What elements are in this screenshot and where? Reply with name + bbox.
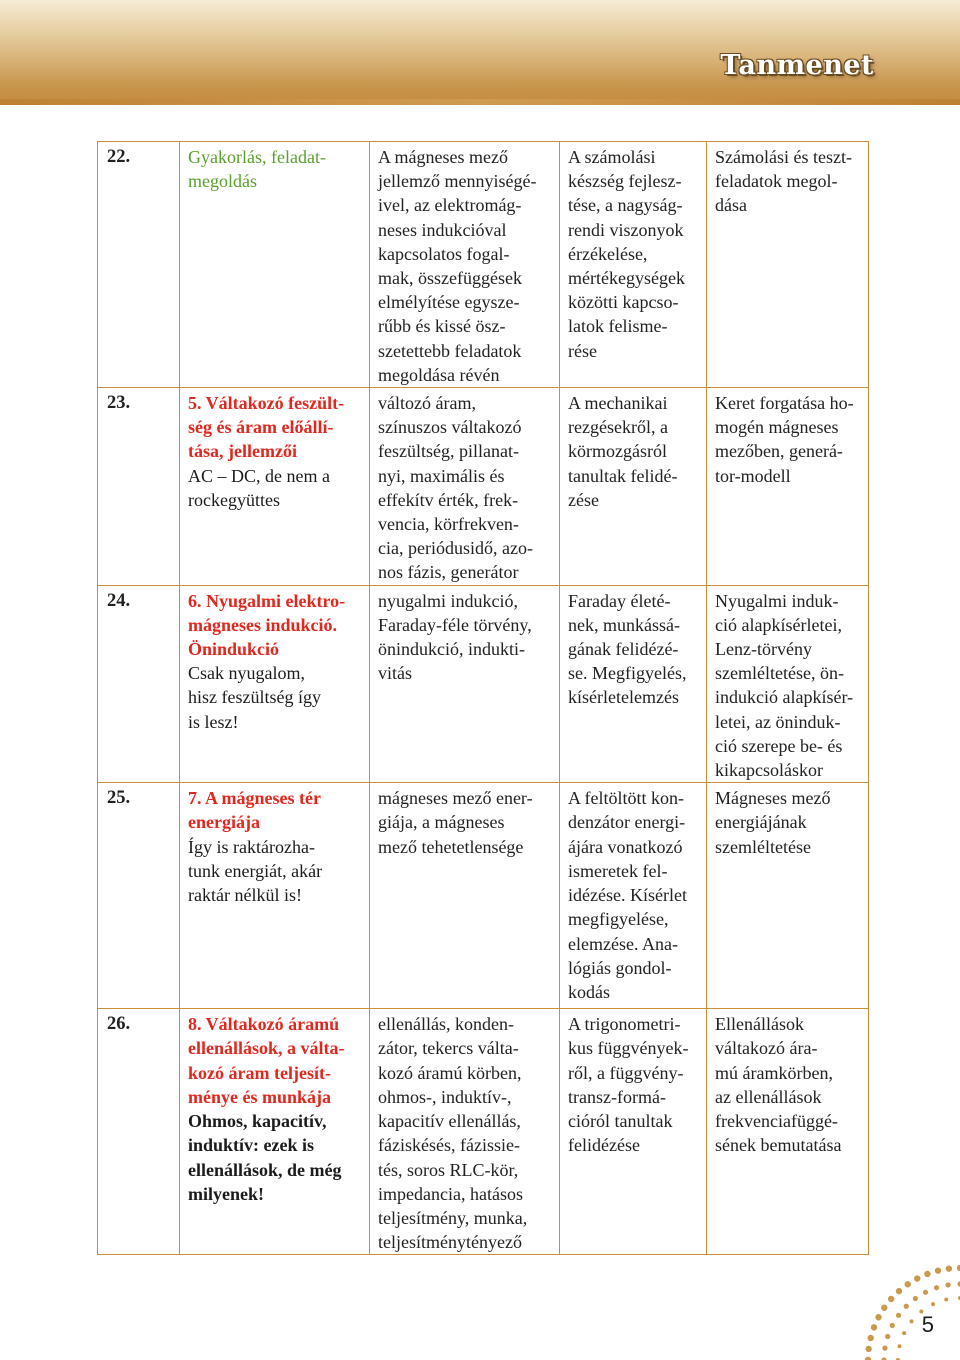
text-line: indukció alapkísér- [715,687,854,708]
text-line: milyenek! [188,1183,264,1204]
text-line: rése [568,340,597,361]
text-line: jellemző mennyiségé- [378,171,537,192]
text-line: elemzése. Ana- [568,933,678,954]
decorative-dot [924,1271,930,1277]
text-line: 6. Nyugalmi elektro- [188,590,346,611]
text-line: felidézése [568,1135,640,1156]
text-line: denzátor energi- [568,812,686,833]
decorative-dot [944,1298,948,1302]
text-line: érzékelése, [568,243,648,264]
table-row [98,142,869,388]
text-line: cióról tanultak [568,1111,673,1132]
decorative-dot [934,1285,939,1290]
text-line: kozó áram teljesít- [188,1062,331,1083]
text-line: effekítv érték, frek- [378,489,519,510]
decorative-dot [913,1296,918,1301]
text-line: Nyugalmi induk- [715,590,839,611]
text-line: neses indukcióval [378,219,507,240]
lesson-topic [180,783,370,1009]
decorative-dot [923,1290,928,1295]
text-line: ció szerepe be- és [715,735,843,756]
text-line: impedancia, hatásos [378,1183,523,1204]
text-line: ájára vonatkozó [568,836,683,857]
text-line: 8. Váltakozó áramú [188,1014,340,1035]
lesson-number: 22. [98,142,180,388]
lesson-activities [707,585,869,783]
decorative-dot [896,1313,901,1318]
decorative-dot [890,1323,895,1328]
decorative-dot [871,1324,877,1330]
lesson-topic [180,585,370,783]
text-line: giája, a mágneses [378,812,505,833]
page-title: Tanmenet [720,50,874,81]
text-line: teljesítmény, munka, [378,1207,528,1228]
text-line: cia, periódusidő, azo- [378,538,533,559]
text-line: tanultak felidé- [568,465,678,486]
text-line: rendi viszonyok [568,219,684,240]
table-row [98,585,869,783]
table-row [98,388,869,586]
text-line: idézése. Kísérlet [568,885,687,906]
text-line: ről, a függvény- [568,1062,684,1083]
text-line: kus függvények- [568,1038,689,1059]
text-line: tés, soros RLC-kör, [378,1159,519,1180]
text-line: transz-formá- [568,1086,666,1107]
text-line: induktív: ezek is [188,1135,315,1156]
text-line: Csak nyugalom, [188,663,305,684]
text-line: se. Megfigyelés, [568,663,687,684]
table-row [98,1009,869,1255]
decorative-dot [902,1331,906,1335]
lesson-skills [560,388,707,586]
decorative-dot [898,1344,902,1348]
text-line: mogén mágneses [715,417,839,438]
text-line: mú áramkörben, [715,1062,833,1083]
lesson-topic [180,142,370,388]
lesson-concepts [370,388,560,586]
text-line: A számolási [568,147,656,167]
text-line: Ohmos, kapacitív, [188,1111,327,1132]
text-line: nyugalmi indukció, [378,590,518,611]
lesson-activities [707,783,869,1009]
text-line: Faraday életé- [568,590,671,611]
text-line: szemléltetése [715,836,811,857]
text-line: Faraday-féle törvény, [378,614,532,635]
lesson-skills [560,1009,707,1255]
lesson-number: 25. [98,783,180,1009]
text-line: rockegyüttes [188,489,280,510]
text-line: szetettebb feladatok [378,340,522,361]
text-line: hisz feszültség így [188,687,321,708]
text-line: ismeretek fel- [568,860,668,881]
decorative-dot [905,1281,911,1287]
text-line: mezőben, generá- [715,441,843,462]
syllabus-table-wrap [97,141,868,1253]
decorative-dot [881,1305,887,1311]
text-line: ivel, az elektromág- [378,195,522,216]
decorative-dot [867,1335,873,1341]
text-line: mágneses mező ener- [378,788,533,809]
text-line: energiája [188,812,260,833]
lesson-concepts [370,142,560,388]
text-line: kísérletelemzés [568,687,679,708]
lesson-skills [560,585,707,783]
text-line: rezgésekről, a [568,417,668,438]
text-line: tor-modell [715,465,791,486]
text-line: teljesítménytényező [378,1232,522,1253]
text-line: Lenz-törvény [715,639,812,660]
text-line: az ellenállások [715,1086,822,1107]
text-line: zése [568,489,599,510]
text-line: AC – DC, de nem a [188,465,330,486]
text-line: Ellenállások [715,1014,804,1035]
text-line: 5. Váltakozó feszült- [188,393,345,414]
text-line: önindukció, indukti- [378,639,525,660]
text-line: kikapcsoláskor [715,760,823,781]
text-line: raktár nélkül is! [188,885,302,906]
text-line: szemléltetése, ön- [715,663,844,684]
decorative-dot [946,1282,951,1287]
text-line: Gyakorlás, feladat- [188,147,326,167]
text-line: A feltöltött kon- [568,788,684,809]
text-line: Keret forgatása ho- [715,393,854,414]
text-line: ménye és munkája [188,1086,331,1107]
text-line: 7. A mágneses tér [188,788,321,809]
text-line: nek, munkássá- [568,614,680,635]
text-line: gának felidézé- [568,639,679,660]
lesson-number: 23. [98,388,180,586]
text-line: ellenállások, a válta- [188,1038,345,1059]
decorative-dot [865,1346,871,1352]
decorative-dot [914,1275,920,1281]
text-line: megfigyelése, [568,909,669,930]
text-line: ellenállások, de még [188,1159,342,1180]
decorative-dot [875,1314,881,1320]
text-line: ohmos-, induktív-, [378,1086,512,1107]
decorative-dot [885,1334,890,1339]
text-line: váltakozó ára- [715,1038,818,1059]
decorative-dot [931,1302,935,1306]
text-line: mértékegységek [568,268,685,289]
text-line: feladatok megol- [715,171,838,192]
text-line: ellenállás, konden- [378,1014,514,1035]
text-line: feszültség, pillanat- [378,441,519,462]
text-line: kapcsolatos fogal- [378,243,510,264]
text-line: dása [715,195,747,216]
page-number: 5 [921,1312,934,1337]
text-line: Számolási és teszt- [715,147,852,167]
lesson-skills [560,142,707,388]
text-line: ség és áram előállí- [188,417,334,438]
decorative-dot [946,1265,952,1271]
table-row [98,783,869,1009]
text-line: sének bemutatása [715,1135,842,1156]
text-line: kozó áramú körben, [378,1062,522,1083]
text-line: elmélyítése egysze- [378,292,520,313]
text-line: vencia, körfrekven- [378,514,519,535]
lesson-concepts [370,1009,560,1255]
text-line: tése, a nagyság- [568,195,683,216]
lesson-activities [707,388,869,586]
text-line: tunk energiát, akár [188,860,323,881]
text-line: letei, az öninduk- [715,711,841,732]
text-line: zátor, tekercs válta- [378,1038,519,1059]
text-line: latok felisme- [568,316,668,337]
lesson-topic [180,388,370,586]
lesson-number: 24. [98,585,180,783]
text-line: is lesz! [188,711,239,732]
text-line: készség fejlesz- [568,171,682,192]
text-line: kapacitív ellenállás, [378,1111,521,1132]
decorative-dot [888,1296,894,1302]
decorative-dot [935,1267,941,1273]
lesson-activities [707,1009,869,1255]
text-line: változó áram, [378,393,476,414]
text-line: lógiás gondol- [568,957,672,978]
text-line: körmozgásról [568,441,667,462]
text-line: kodás [568,981,610,1002]
lesson-number: 26. [98,1009,180,1255]
text-line: Önindukció [188,639,280,660]
text-line: vitás [378,663,412,684]
text-line: tása, jellemzői [188,441,297,462]
lesson-topic [180,1009,370,1255]
text-line: Így is raktározha- [188,836,315,857]
text-line: megoldás [188,171,257,192]
decorative-dot [910,1319,914,1323]
text-line: színuszos váltakozó [378,417,522,438]
syllabus-table [97,141,869,1255]
text-line: A trigonometri- [568,1014,681,1035]
text-line: Mágneses mező [715,788,831,809]
text-line: mak, összefüggések [378,268,522,289]
text-line: közötti kapcso- [568,292,679,313]
text-line: A mechanikai [568,393,668,414]
decorative-dots-icon [860,1250,960,1360]
lesson-concepts [370,585,560,783]
decorative-dot [904,1304,909,1309]
text-line: energiájának [715,812,807,833]
text-line: megoldása révén [378,364,500,385]
text-line: mágneses indukció. [188,614,338,635]
text-line: rűbb és kissé ösz- [378,316,506,337]
decorative-dot [882,1346,887,1351]
text-line: nos fázis, generátor [378,562,519,583]
lesson-concepts [370,783,560,1009]
text-line: ció alapkísérletei, [715,614,842,635]
text-line: frekvenciafüggé- [715,1111,838,1132]
text-line: A mágneses mező [378,147,508,167]
text-line: fáziskésés, fázissie- [378,1135,520,1156]
lesson-activities [707,142,869,388]
lesson-skills [560,783,707,1009]
text-line: mező tehetetlensége [378,836,524,857]
decorative-dot [896,1288,902,1294]
text-line: nyi, maximális és [378,465,505,486]
